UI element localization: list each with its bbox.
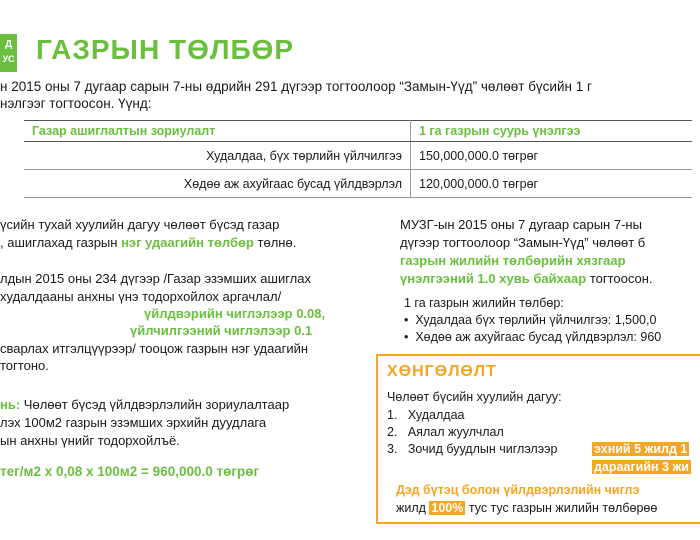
table-header-price: 1 га газрын суурь үнэлгээ <box>411 121 693 142</box>
footer-pre: жилд <box>396 501 430 515</box>
right-line1: МУЗГ-ын 2015 оны 7 дугаар сарын 7-ны <box>400 217 642 232</box>
list-item <box>404 312 656 329</box>
footer-post: тус тус газрын жилийн төлбөрөө <box>465 501 658 515</box>
bullet-icon: • <box>404 313 416 327</box>
infrastructure-note: Дэд бүтэц болон үйлдвэрлэлийн чиглэ <box>396 483 640 497</box>
right-line3: газрын жилийн төлбөрийн хязгаар <box>400 253 626 268</box>
right-line4-green: үнэлгээний 1.0 хувь байхаар <box>400 271 587 286</box>
list-number: 3. <box>387 442 408 456</box>
table-header-row <box>24 121 692 142</box>
footer-line <box>396 500 657 517</box>
list-item <box>387 441 557 458</box>
discount-intro: Чөлөөт бүсийн хуулийн дагуу: <box>387 390 562 404</box>
left-p2-line1: лдын 2015 оны 234 дүгээр /Газар эзэмших ашиглах <box>0 271 311 286</box>
left-p1-line2-post: төлнө. <box>253 235 297 250</box>
example-label: нь: <box>0 397 21 412</box>
formula: тег/м2 х 0,08 х 100м2 = 960,000.0 төгрөг <box>0 464 260 479</box>
list-item-text: Худалдаа бүх төрлийн үйлчилгээ: 1,500,0 <box>415 313 657 327</box>
right-line4-post: тогтоосон. <box>586 271 653 286</box>
discount-box <box>376 354 700 524</box>
left-p1-line2 <box>0 234 296 251</box>
left-p2-line6: тогтоно. <box>0 358 49 373</box>
table-row <box>24 170 692 198</box>
table-row <box>24 142 692 170</box>
logo-line1: Д <box>4 39 13 50</box>
left-p3-line3: ын анхны үнийг тодорхойлъё. <box>0 433 180 448</box>
first-years-highlight <box>592 441 689 458</box>
discount-title: ХӨНГӨЛӨЛТ <box>387 363 497 380</box>
list-item-text: Хөдөө аж ахуйгаас бусад үйлдвэрлэл: 960 <box>415 330 662 344</box>
percent-highlight: 100% <box>431 501 464 515</box>
annual-fee-subtitle: 1 га газрын жилийн төлбөр: <box>404 296 564 310</box>
land-price-table <box>24 120 692 198</box>
next-years-text: дараагийн 3 жи <box>594 460 689 474</box>
table-cell-purpose: Худалдаа, бүх төрлийн үйлчилгээ <box>24 142 411 170</box>
left-p2-line3: үйлдвэрийн чиглэлээр 0.08, <box>144 306 326 321</box>
table-cell-price: 120,000,000.0 төгрөг <box>411 170 693 198</box>
one-time-fee-highlight: нэг удаагийн төлбөр <box>121 235 254 250</box>
left-p3-text: Чөлөөт бүсэд үйлдвэрлэлийн зориулалтаар <box>20 397 290 412</box>
list-number: 2. <box>387 425 408 439</box>
right-line2: дүгээр тогтоолоор “Замын-Үүд” чөлөөт б <box>400 235 646 250</box>
bullet-icon: • <box>404 330 416 344</box>
list-item <box>387 424 504 441</box>
table-cell-price: 150,000,000.0 төгрөг <box>411 142 693 170</box>
left-p2-line4: үйлчилгээний чиглэлээр 0.1 <box>130 323 313 338</box>
intro-line2: нэлгээг тогтоосон. Үүнд: <box>0 96 152 111</box>
list-number: 1. <box>387 408 408 422</box>
first-years-text: эхний 5 жилд 1 <box>594 442 688 456</box>
left-p2-line5: сварлах итгэлцүүрээр/ тооцож газрын нэг удаагийн <box>0 341 309 356</box>
list-item <box>387 407 464 424</box>
intro-line1: н 2015 оны 7 дугаар сарын 7-ны өдрийн 291 дүгээр тогтоолоор “Замын-Үүд” чөлөөт бүсийн 1 г <box>0 79 592 94</box>
next-years-highlight <box>592 459 691 476</box>
left-p1-line1: үсийн тухай хуулийн дагуу чөлөөт бүсэд газар <box>0 217 280 232</box>
right-line4 <box>400 270 653 287</box>
logo-line2: УС <box>2 54 15 64</box>
list-item-text: Аялал жуулчлал <box>407 425 504 439</box>
left-p3-line1 <box>0 396 289 413</box>
table-header-purpose: Газар ашиглалтын зориулалт <box>24 121 411 142</box>
left-p3-line2: лэх 100м2 газрын эзэмших эрхийн дуудлага <box>0 415 267 430</box>
left-p1-line2-pre: , ашиглахад газрын <box>0 235 122 250</box>
page-title: ГАЗРЫН ТӨЛБӨР <box>36 34 295 65</box>
logo <box>0 34 17 72</box>
list-item-text: Зочид буудлын чиглэлээр <box>407 442 558 456</box>
left-p2-line2: худалдааны анхны үнэ тодорхойлох аргачлал/ <box>0 289 282 304</box>
list-item-text: Худалдаа <box>407 408 465 422</box>
table-cell-purpose: Хөдөө аж ахуйгаас бусад үйлдвэрлэл <box>24 170 411 198</box>
list-item <box>404 329 661 346</box>
